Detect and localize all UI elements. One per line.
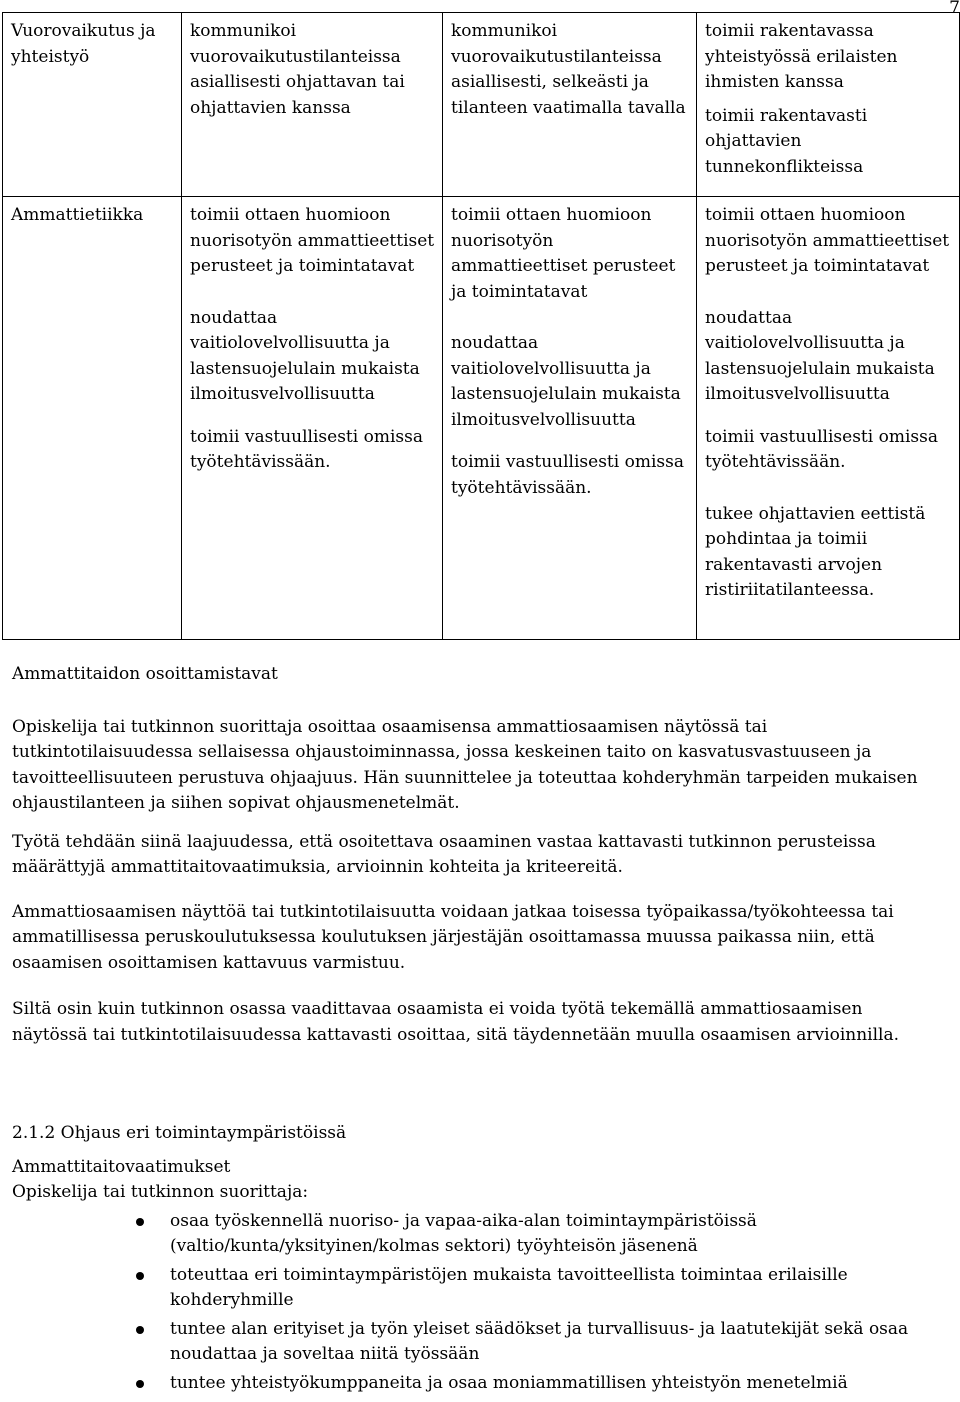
criterion: toimii vastuullisesti omissa työtehtävissään. xyxy=(190,426,423,472)
criteria-cell xyxy=(443,197,697,640)
criterion: toimii vastuullisesti omissa työtehtävissään. xyxy=(705,426,938,472)
paragraph: Siltä osin kuin tutkinnon osassa vaadittavaa osaamista ei voida työtä tekemällä ammattiosaamisen näytössä tai tutkintotilaisuudessa kattavasti osoittaa, sitä täydennetään muulla osaamisen arvioinnilla. xyxy=(12,999,900,1045)
assessment-criteria-table xyxy=(2,12,960,640)
criterion: noudattaa vaitiolovelvollisuutta ja lastensuojelulain mukaista ilmoitusvelvollisuutta xyxy=(451,333,681,430)
table-row xyxy=(3,13,960,197)
criterion: noudattaa vaitiolovelvollisuutta ja lastensuojelulain mukaista ilmoitusvelvollisuutta xyxy=(705,307,935,404)
requirements-list xyxy=(12,1209,942,1397)
criterion: toimii ottaen huomioon nuorisotyön ammattieettiset perusteet ja toimintatavat xyxy=(451,205,676,302)
row-header-label: Ammattietiikka xyxy=(11,205,144,225)
row-header xyxy=(3,197,182,640)
criterion: kommunikoi vuorovaikutustilanteissa asiallisesti, selkeästi ja tilanteen vaatimalla tavalla xyxy=(451,21,686,118)
criterion: toimii rakentavasti ohjattavien tunnekonflikteissa xyxy=(705,105,868,177)
criteria-cell xyxy=(443,13,697,197)
subsection xyxy=(12,1121,942,1399)
criteria-cell xyxy=(182,13,443,197)
criterion: toimii rakentavassa yhteistyössä erilaisten ihmisten kanssa xyxy=(705,21,898,92)
criteria-cell xyxy=(697,13,960,197)
list-item: tuntee yhteistyökumppaneita ja osaa moniammatillisen yhteistyön menetelmiä xyxy=(12,1371,942,1397)
row-header xyxy=(3,13,182,197)
table-row xyxy=(3,197,960,640)
criterion: tukee ohjattavien eettistä pohdintaa ja toimii rakentavasti arvojen ristiriitatilanteessa. xyxy=(705,503,926,600)
criteria-cell xyxy=(697,197,960,640)
subheading: Ammattitaitovaatimukset xyxy=(12,1156,231,1177)
section-title: 2.1.2 Ohjaus eri toimintaympäristöissä xyxy=(12,1123,347,1143)
criterion: toimii ottaen huomioon nuorisotyön ammattieettiset perusteet ja toimintatavat xyxy=(705,205,950,276)
list-item: tuntee alan erityiset ja työn yleiset säädökset ja turvallisuus- ja laatutekijät sekä osaa noudattaa ja soveltaa niitä työssään xyxy=(12,1317,942,1368)
criterion: toimii vastuullisesti omissa työtehtävissään. xyxy=(451,452,684,498)
list-item: osaa työskennellä nuoriso- ja vapaa-aika-alan toimintaympäristöissä (valtio/kunta/yksityinen/kolmas sektori) työyhteisön jäsenenä xyxy=(12,1209,942,1260)
paragraph: Ammattiosaamisen näyttöä tai tutkintotilaisuutta voidaan jatkaa toisessa työpaikassa/työkohteessa tai ammatillisessa peruskoulutuksessa koulutuksen järjestäjän osoittamassa muussa paikassa niin, että osaamisen osoittamisen kattavuus varmistuu. xyxy=(12,901,894,973)
row-header-label: Vuorovaikutus ja yhteistyö xyxy=(11,21,156,67)
section-heading: Ammattitaidon osoittamistavat xyxy=(12,664,278,684)
criterion: toimii ottaen huomioon nuorisotyön ammattieettiset perusteet ja toimintatavat xyxy=(190,205,435,276)
demonstration-section xyxy=(12,662,942,1061)
criteria-cell xyxy=(182,197,443,640)
list-item: toteuttaa eri toimintaympäristöjen mukaista tavoitteellista toimintaa erilaisille kohderyhmille xyxy=(12,1263,942,1314)
intro-text: Opiskelija tai tutkinnon suorittaja: xyxy=(12,1182,309,1202)
paragraph: Opiskelija tai tutkinnon suorittaja osoittaa osaamisensa ammattiosaamisen näytössä tai tutkintotilaisuudessa sellaisessa ohjaustoiminnassa, jossa keskeinen taito on kasvatusvastuuseen ja tavoitteellisuuteen perustuva ohjaajuus. Hän suunnittelee ja toteuttaa kohderyhmän tarpeiden mukaisen ohjaustilanteen ja siihen sopivat ohjausmenetelmät. xyxy=(12,716,918,813)
criterion: noudattaa vaitiolovelvollisuutta ja lastensuojelulain mukaista ilmoitusvelvollisuutta xyxy=(190,307,420,404)
criterion: kommunikoi vuorovaikutustilanteissa asiallisesti ohjattavan tai ohjattavien kanssa xyxy=(190,21,405,118)
paragraph: Työtä tehdään siinä laajuudessa, että osoitettava osaaminen vastaa kattavasti tutkinnon perusteissa määrättyjä ammattitaitovaatimuksia, arvioinnin kohteita ja kriteereitä. xyxy=(12,831,876,877)
page-number: 7 xyxy=(949,0,960,18)
